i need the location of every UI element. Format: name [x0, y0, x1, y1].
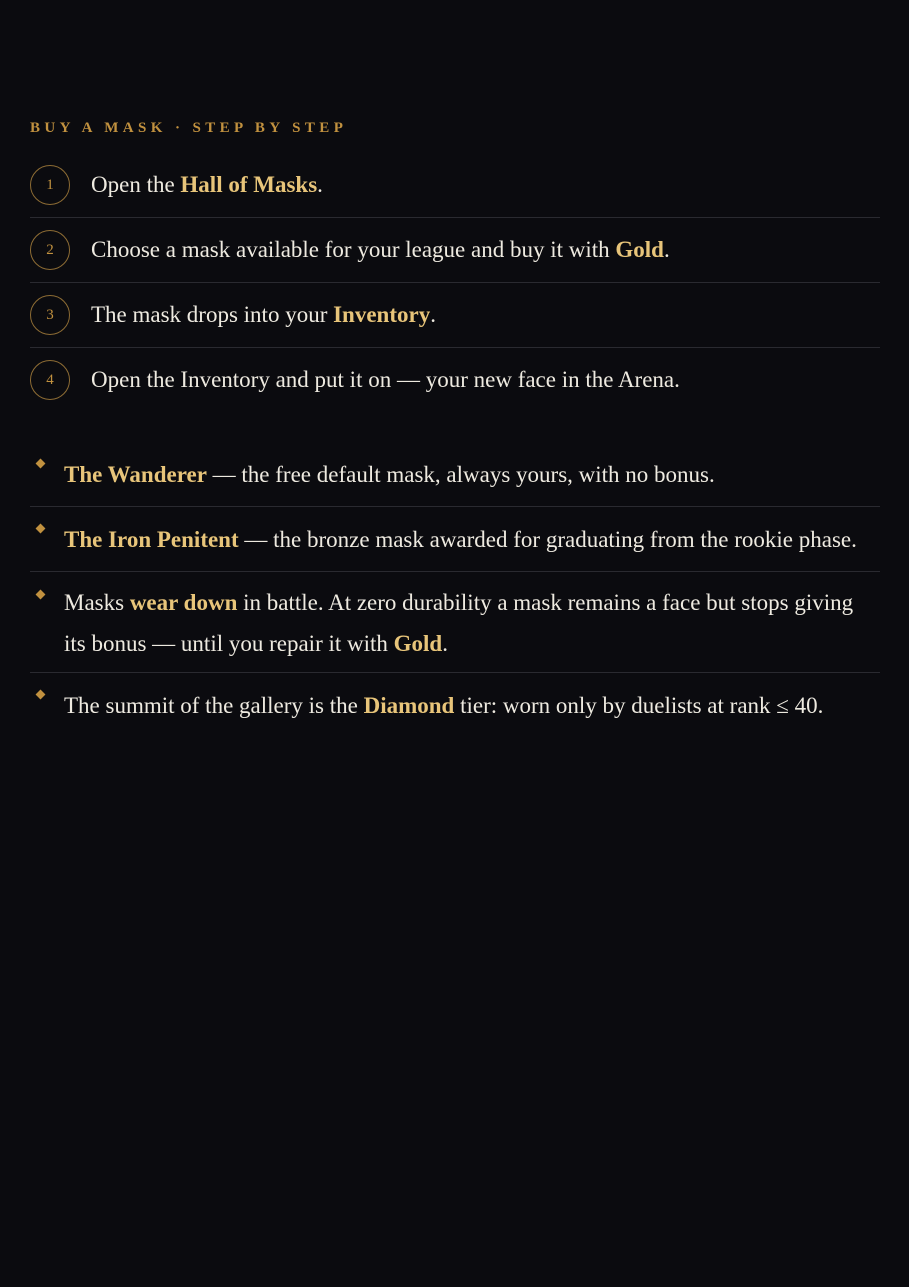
inventory-highlight: Inventory [333, 302, 431, 327]
note-text-mid: in battle. At zero durability a mask remains a face but stops giving its bonus — until you repair it with [64, 590, 854, 656]
note-text-post: tier: worn only by duelists at rank ≤ 40. [454, 693, 824, 718]
step-text-pre: The mask drops into your [91, 302, 334, 327]
step-text: Open the Inventory and put it on — your new face in the Arena. [91, 367, 680, 392]
wear-down-highlight: wear down [129, 590, 238, 615]
step-text-pre: Choose a mask available for your league and buy it with [91, 237, 616, 262]
step-number-badge: 3 [30, 295, 70, 335]
diamond-bullet-icon [36, 524, 46, 534]
step-item [30, 218, 880, 283]
note-item [30, 442, 880, 507]
diamond-tier-highlight: Diamond [363, 693, 455, 718]
note-item [30, 507, 880, 572]
step-text-post: . [663, 237, 670, 262]
step-text [91, 302, 436, 328]
step-text-pre: Open the [91, 172, 181, 197]
note-text: — the bronze mask awarded for graduating from the rookie phase. [238, 527, 857, 552]
gold-highlight: Gold [615, 237, 664, 262]
step-item [30, 283, 880, 348]
step-text [91, 172, 323, 198]
step-text-post: . [317, 172, 323, 197]
step-number-badge: 4 [30, 360, 70, 400]
step-item [30, 348, 880, 413]
step-item [30, 153, 880, 218]
step-text [91, 237, 670, 263]
note-text: — the free default mask, always yours, with no bonus. [206, 462, 715, 487]
step-text-post: . [430, 302, 436, 327]
the-wanderer-highlight: The Wanderer [64, 462, 207, 487]
note-item [30, 673, 880, 737]
gold-highlight: Gold [393, 631, 443, 656]
step-number-badge: 1 [30, 165, 70, 205]
diamond-bullet-icon [36, 459, 46, 469]
notes-list [30, 442, 880, 737]
note-text-pre: Masks [64, 590, 130, 615]
note-text-post: . [442, 631, 448, 656]
steps-list [30, 153, 880, 413]
section-title: BUY A MASK · STEP BY STEP [30, 120, 348, 136]
step-number-badge: 2 [30, 230, 70, 270]
the-iron-penitent-highlight: The Iron Penitent [64, 527, 239, 552]
note-item [30, 572, 880, 673]
diamond-bullet-icon [36, 590, 46, 600]
note-text-pre: The summit of the gallery is the [64, 693, 364, 718]
hall-of-masks-highlight: Hall of Masks [180, 172, 318, 197]
diamond-bullet-icon [36, 690, 46, 700]
